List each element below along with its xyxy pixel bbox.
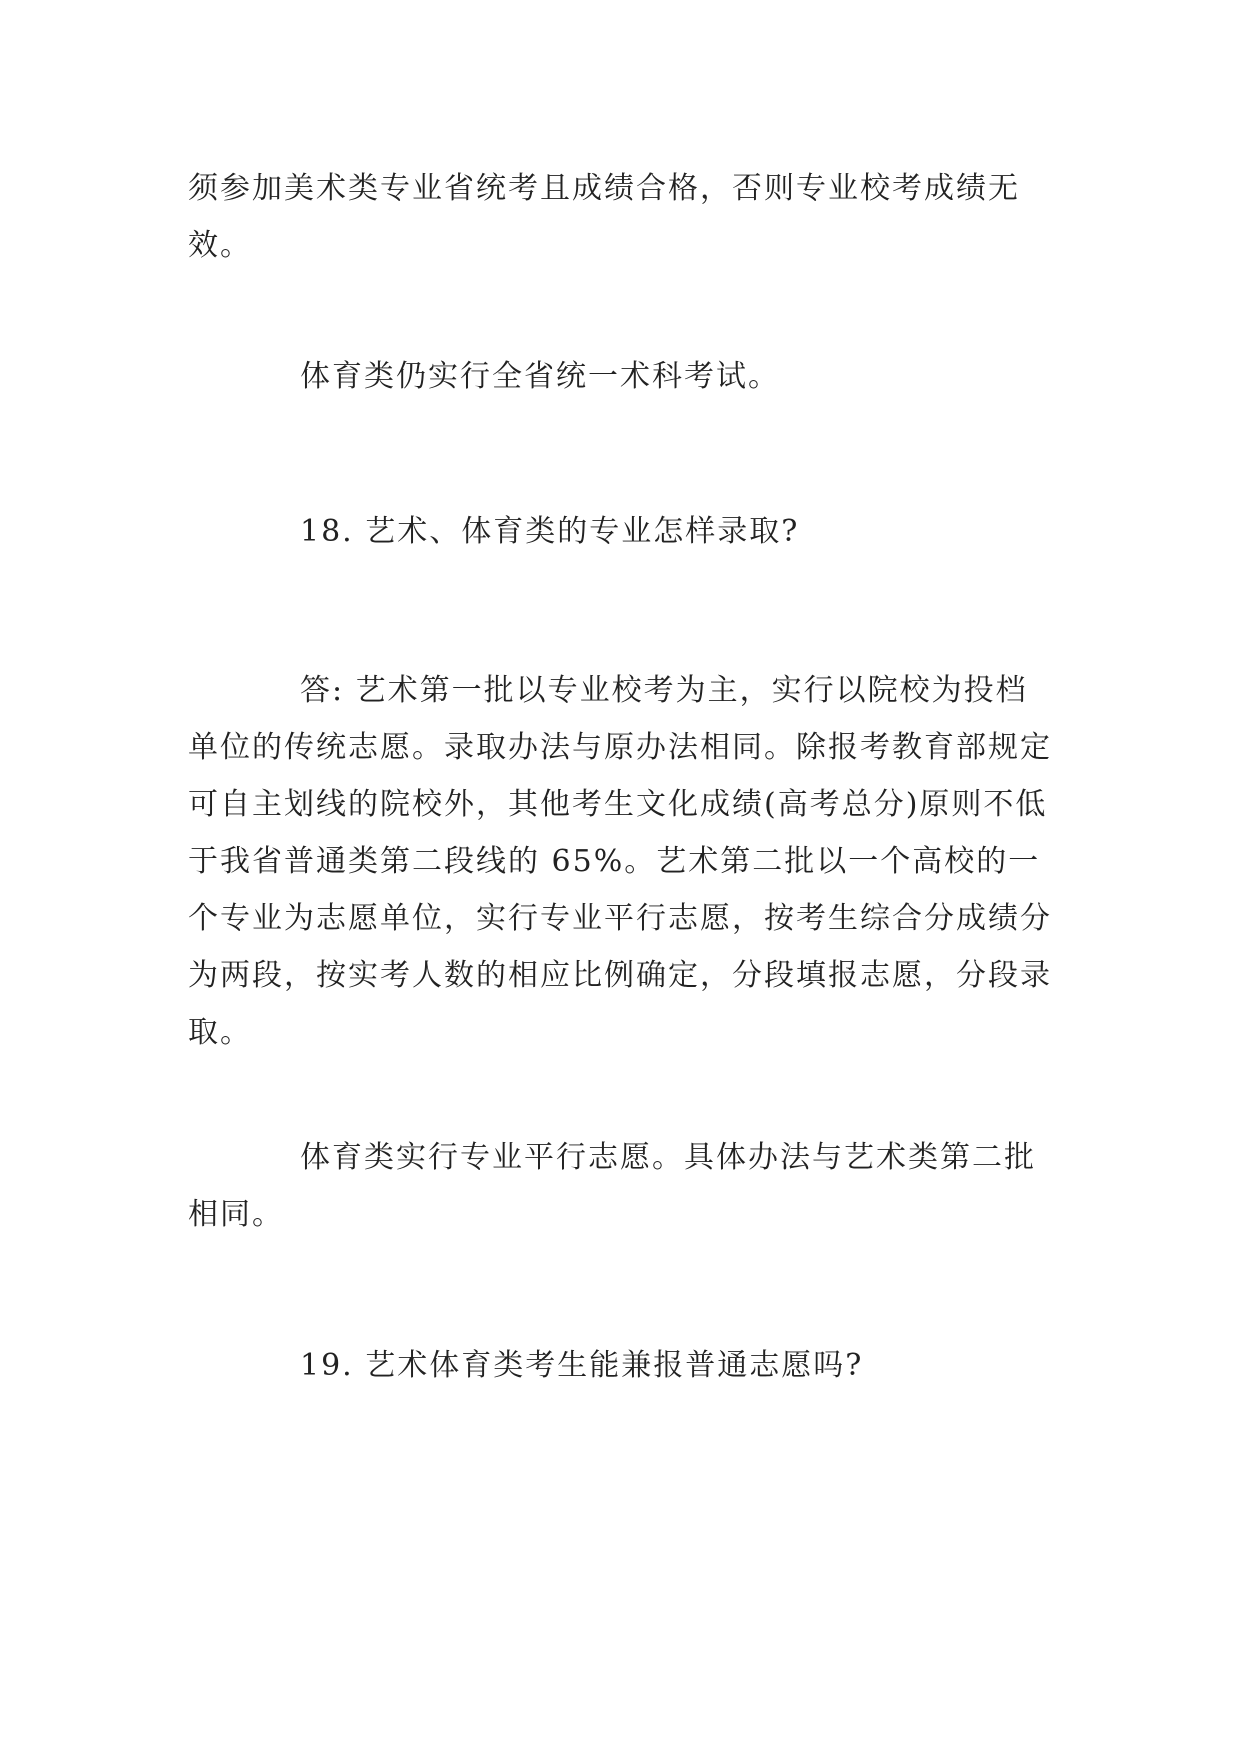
paragraph-sports-exam: 体育类仍实行全省统一术科考试。 [300, 359, 780, 394]
answer-paragraph-18: 答: 艺术第一批以专业校考为主，实行以院校为投档单位的传统志愿。录取办法与原办法相同。除报考教育部规定可自主划线的院校外，其他考生文化成绩(高考总分)原则不低于我省普通类第二段线的 65%。艺术第二批以一个高校的一个专业为志愿单位，实行专业平行志愿，按考生综合分成绩分为两段，按实考人数的相应比例确定，分段填报志愿，分段录取。 [188, 673, 1052, 1050]
paragraph-sports-admission: 体育类实行专业平行志愿。具体办法与艺术类第二批相同。 [188, 1140, 1036, 1232]
question-heading-18: 18. 艺术、体育类的专业怎样录取? [300, 514, 800, 549]
question-heading-19: 19. 艺术体育类考生能兼报普通志愿吗? [300, 1348, 864, 1383]
paragraph-continuation: 须参加美术类专业省统考且成绩合格，否则专业校考成绩无效。 [188, 171, 1020, 263]
